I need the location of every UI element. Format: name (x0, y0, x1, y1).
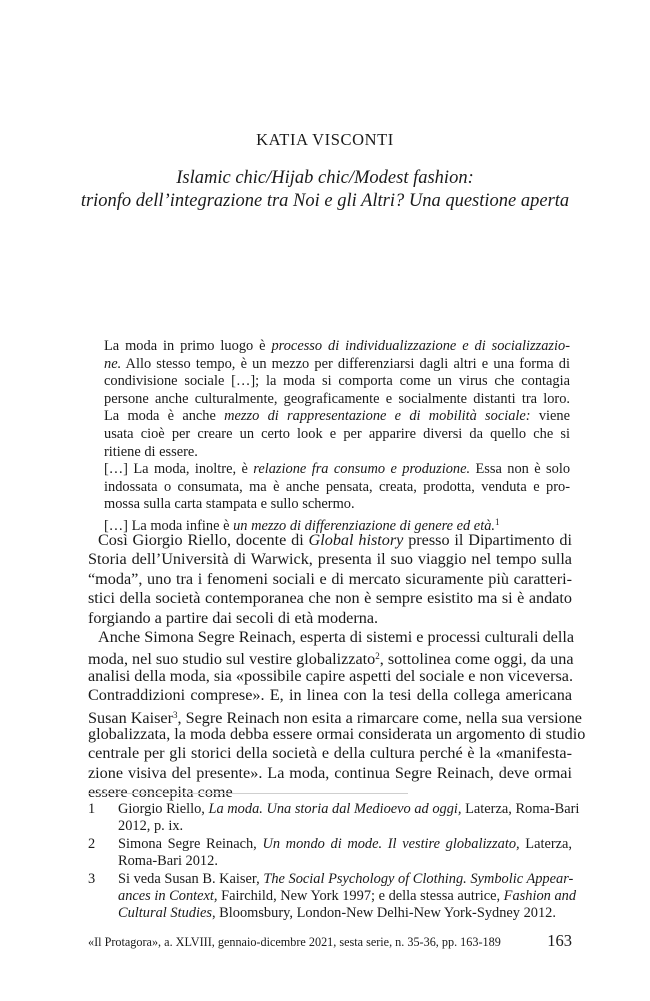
footnote-separator (88, 793, 408, 794)
body-line: globalizzata, la moda debba essere ormai considerata un argomento di studio (88, 724, 586, 743)
body-text (88, 531, 586, 802)
epigraph-line: […] La moda, inoltre, è relazione fra consumo e produzione. Essa non è solo (104, 461, 571, 478)
epigraph-line: ne. Allo stesso tempo, è un mezzo per differenziarsi dagli altri e una forma di (104, 355, 570, 372)
page-number: 163 (547, 931, 572, 950)
footnote-number: 1 (88, 801, 96, 817)
body-line: Contraddizioni comprese». E, in linea con la tesi della collega americana (88, 686, 572, 705)
epigraph-line: persone anche culturalmente, geograficamente e socialmente distanti tra loro. (104, 390, 570, 407)
body-line: zione visiva del presente». La moda, continua Segre Reinach, deve ormai (88, 763, 572, 782)
epigraph-quote (104, 338, 570, 532)
article-title (0, 167, 650, 213)
body-line: “moda”, uno tra i fenomeni sociali e di mercato sicuramente più caratteri- (88, 569, 572, 588)
epigraph-line: […] La moda infine è un mezzo di differenziazione di genere ed età.$^1$ (104, 516, 500, 534)
footnote-ref[interactable]: 3 (172, 709, 178, 720)
body-line: Storia dell’Università di Warwick, presenta il suo viaggio nel tempo sulla (88, 550, 572, 569)
body-line: Susan Kaiser$^3$, Segre Reinach non esita a rimarcare come, nella sua versione (88, 708, 582, 727)
footnotes (88, 801, 580, 923)
footnote-number: 3 (88, 870, 96, 887)
title-line-2: trionfo dell’integrazione tra Noi e gli Altri? Una questione aperta (80, 191, 570, 211)
epigraph-line: mossa sulla carta stampata e sullo schermo. (104, 496, 355, 513)
footnote-number: 2 (88, 835, 96, 852)
footnote-3 (88, 870, 577, 923)
footnote-line: ances in Context, Fairchild, New York 1997; e della stessa autrice, Fashion and (118, 887, 577, 904)
body-line: Così Giorgio Riello, docente di Global history presso il Dipartimento di (98, 531, 573, 549)
journal-citation: «Il Protagora», a. XLVIII, gennaio-dicembre 2021, sesta serie, n. 35-36, pp. 163-189 (88, 935, 501, 949)
footnote-line: Si veda Susan B. Kaiser, The Social Psychology of Clothing. Symbolic Appear- (118, 870, 574, 887)
footnote-line: Simona Segre Reinach, Un mondo di mode. Il vestire globalizzato, Laterza, (118, 835, 573, 852)
footnote-line: Roma-Bari 2012. (118, 853, 218, 870)
body-line: centrale per gli storici della società e della cultura perché è la «manifesta- (88, 744, 572, 763)
footnote-line: Giorgio Riello, La moda. Una storia dal Medioevo ad oggi, Laterza, Roma-Bari (118, 801, 580, 817)
body-line: forgiando a partire dai secoli di età moderna. (88, 608, 379, 627)
footnote-ref[interactable]: 1 (495, 516, 500, 527)
body-line: Anche Simona Segre Reinach, esperta di sistemi e processi culturali della (98, 627, 575, 646)
footnote-1 (88, 801, 580, 836)
title-line-1: Islamic chic/Hijab chic/Modest fashion: (176, 168, 474, 188)
body-line: stici della società contemporanea che non è sempre esistito ma si è andato (88, 589, 572, 608)
epigraph-line: La moda in primo luogo è processo di individualizzazione e di socializzazio- (104, 338, 570, 354)
epigraph-line: ritiene di essere. (104, 443, 198, 460)
author-name: KATIA VISCONTI (256, 130, 394, 149)
epigraph-line: La moda è anche mezzo di rappresentazione e di mobilità sociale: viene (104, 408, 571, 425)
body-line: analisi della moda, sia «possibile capire aspetti del sociale e non viceversa. (88, 666, 574, 685)
page-footer (88, 931, 572, 951)
epigraph-line: indossata o consumata, ma è anche pensata, creata, prodotta, venduta e pro- (104, 478, 570, 495)
body-line: moda, nel suo studio sul vestire globalizzato$^2$, sottolinea come oggi, da una (88, 650, 574, 669)
footnote-line: 2012, p. ix. (118, 818, 184, 835)
footnote-ref[interactable]: 2 (375, 651, 380, 662)
body-line: essere concepita come (88, 783, 233, 802)
footnote-line: Cultural Studies, Bloomsbury, London-New Delhi-New York-Sydney 2012. (118, 905, 556, 922)
footnote-2 (88, 836, 572, 871)
epigraph-line: condivisione sociale […]; la moda si comporta come un virus che contagia (104, 373, 570, 390)
epigraph-line: usata cioè per creare un certo look e per apparire diversi da quello che si (104, 425, 570, 442)
